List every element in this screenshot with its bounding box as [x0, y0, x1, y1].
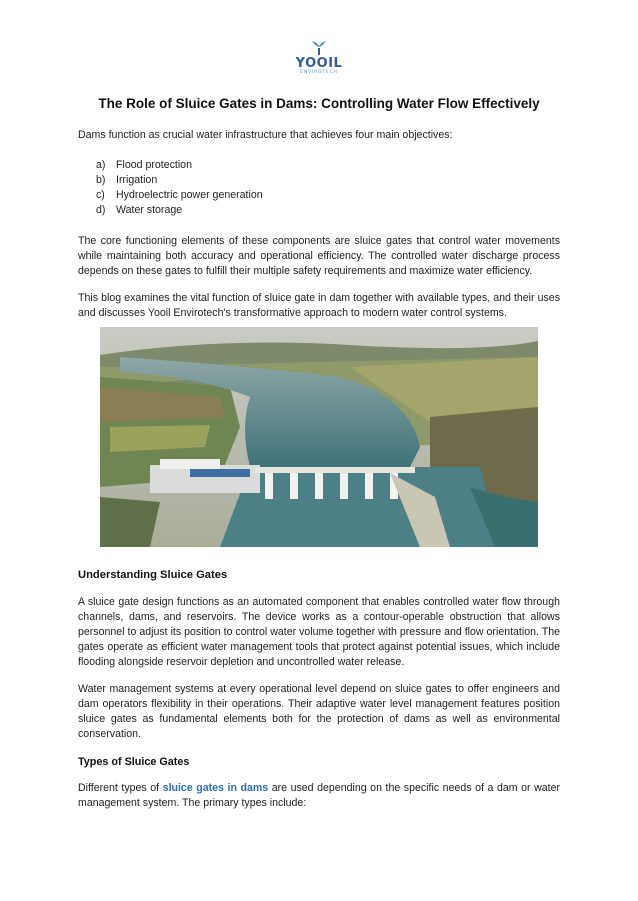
list-marker: c) — [96, 189, 105, 201]
objectives-list — [78, 158, 560, 218]
subsection-heading: Types of Sluice Gates — [78, 756, 190, 768]
body-paragraph: Water management systems at every operational level depend on sluice gates to offer engineers and dam operators flexibility in their operations. Their adaptive water level management features position sluice gates as fundamental elements both for the protection of dams as well as environmental conservation. — [78, 683, 560, 740]
list-marker: d) — [96, 204, 106, 216]
logo-name: YOOIL — [295, 56, 343, 71]
page-title: The Role of Sluice Gates in Dams: Controlling Water Flow Effectively — [98, 96, 540, 111]
list-text: Flood protection — [116, 159, 192, 171]
article-body — [78, 128, 560, 811]
list-text: Irrigation — [116, 174, 158, 186]
body-paragraph: This blog examines the vital function of sluice gate in dam together with available types, and their uses and discusses Yooil Envirotech's transformative approach to modern water control systems. — [78, 292, 560, 319]
body-paragraph: The core functioning elements of these components are sluice gates that control water movements while maintaining both accuracy and operational efficiency. The controlled water discharge process depends on these gates to fulfill their multiple safety requirements and maximize water efficiency. — [78, 235, 560, 277]
text-fragment: are used depending on the specific needs of a dam or water management system. The primary types include: — [78, 782, 560, 809]
list-item — [96, 203, 560, 218]
body-paragraph — [78, 781, 560, 811]
list-marker: b) — [96, 174, 106, 186]
list-text: Water storage — [116, 204, 183, 216]
sluice-gates-link[interactable]: sluice gates in dams — [162, 782, 269, 794]
intro-paragraph: Dams function as crucial water infrastructure that achieves four main objectives: — [78, 129, 453, 141]
company-logo — [291, 40, 347, 84]
list-marker: a) — [96, 159, 106, 171]
dam-aerial-photo — [100, 327, 538, 547]
text-fragment: Different types of — [78, 782, 163, 794]
list-item — [96, 173, 560, 188]
body-paragraph: A sluice gate design functions as an automated component that enables controlled water flow through channels, dams, and reservoirs. The device works as a contour-operable obstruction that allows personnel to adjust its position to control water volume together with pressure and flow orientation. The gates operate as efficient water management tools that protect against potential issues, which include flooding alongside reservoir depletion and uncontrolled water release. — [78, 596, 560, 668]
logo-mark-icon — [309, 40, 329, 56]
list-item — [96, 158, 560, 173]
logo-subtitle: ENVIROTECH — [300, 70, 338, 75]
list-text: Hydroelectric power generation — [116, 189, 263, 201]
section-heading: Understanding Sluice Gates — [78, 569, 228, 581]
list-item — [96, 188, 560, 203]
